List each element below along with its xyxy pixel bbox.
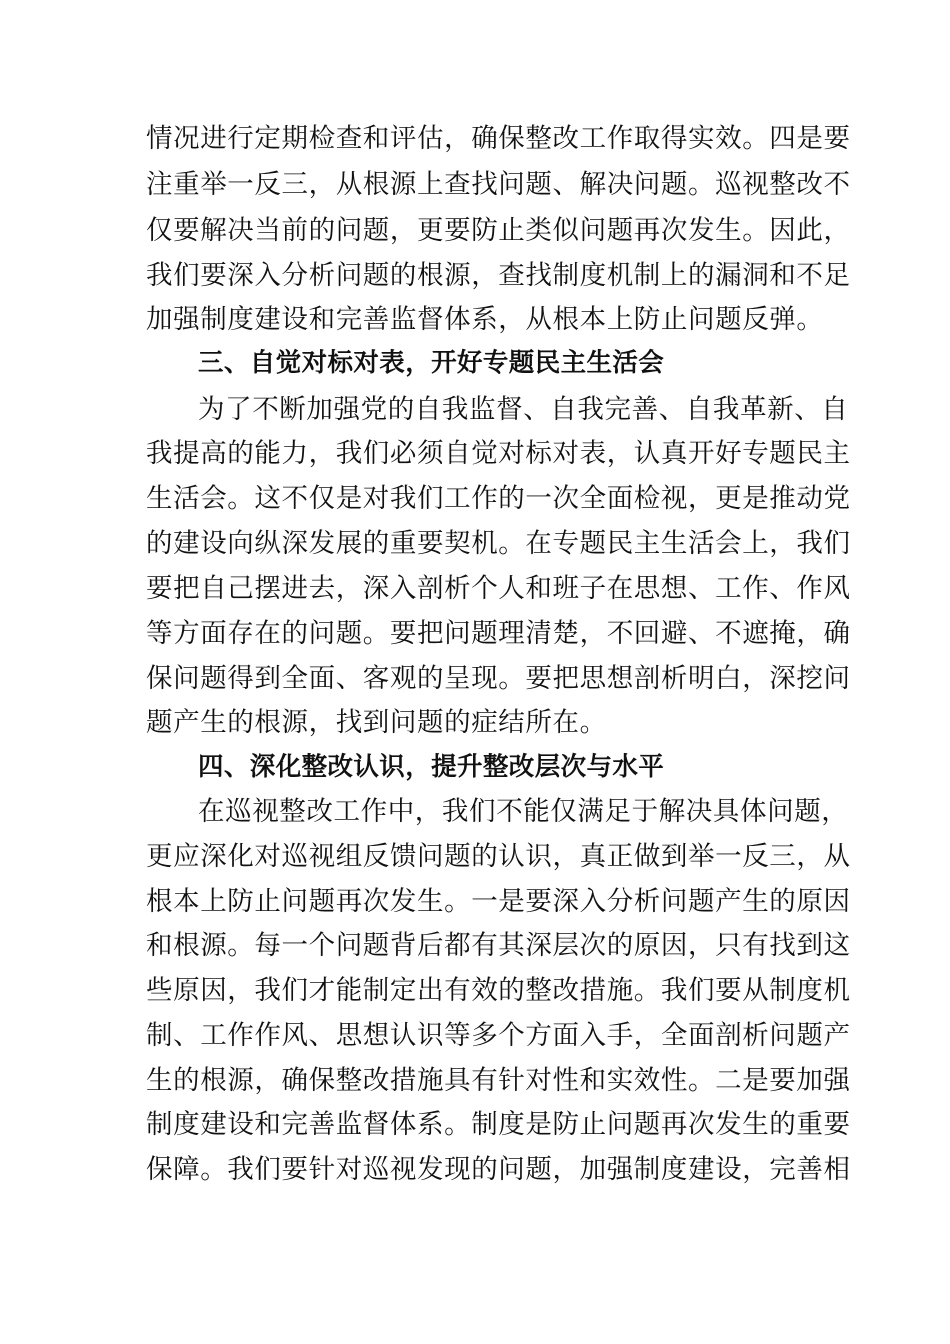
body-text-line: 保障。我们要针对巡视发现的问题，加强制度建设，完善相 (146, 1154, 851, 1185)
body-text-line: 题产生的根源，找到问题的症结所在。 (146, 707, 607, 738)
body-text-line: 我们要深入分析问题的根源，查找制度机制上的漏洞和不足 (146, 260, 851, 291)
body-text-line: 的建设向纵深发展的重要契机。在专题民主生活会上，我们 (146, 528, 851, 559)
body-text-line: 我提高的能力，我们必须自觉对标对表，认真开好专题民主 (146, 438, 851, 469)
body-text-line: 生活会。这不仅是对我们工作的一次全面检视，更是推动党 (146, 483, 851, 514)
body-text-line: 情况进行定期检查和评估，确保整改工作取得实效。四是要 (146, 123, 851, 154)
body-text-line: 保问题得到全面、客观的呈现。要把思想剖析明白，深挖问 (146, 663, 851, 694)
body-text-line: 制度建设和完善监督体系。制度是防止问题再次发生的重要 (146, 1109, 851, 1140)
body-text-line: 些原因，我们才能制定出有效的整改措施。我们要从制度机 (146, 975, 851, 1006)
body-text-line: 仅要解决当前的问题，更要防止类似问题再次发生。因此， (146, 215, 851, 246)
body-text-line: 生的根源，确保整改措施具有针对性和实效性。二是要加强 (146, 1065, 851, 1096)
body-text-line: 等方面存在的问题。要把问题理清楚，不回避、不遮掩，确 (146, 618, 851, 649)
body-text-line: 制、工作作风、思想认识等多个方面入手，全面剖析问题产 (146, 1020, 851, 1051)
paragraph-first-line: 为了不断加强党的自我监督、自我完善、自我革新、自 (198, 394, 849, 425)
body-text-line: 更应深化对巡视组反馈问题的认识，真正做到举一反三，从 (146, 841, 851, 872)
body-text-line: 根本上防止问题再次发生。一是要深入分析问题产生的原因 (146, 886, 851, 917)
section-heading: 四、深化整改认识，提升整改层次与水平 (198, 752, 665, 782)
section-heading: 三、自觉对标对表，开好专题民主生活会 (198, 348, 665, 378)
body-text-line: 和根源。每一个问题背后都有其深层次的原因，只有找到这 (146, 930, 851, 961)
body-text-line: 加强制度建设和完善监督体系，从根本上防止问题反弹。 (146, 304, 824, 335)
body-text-line: 注重举一反三，从根源上查找问题、解决问题。巡视整改不 (146, 169, 851, 200)
body-text-line: 要把自己摆进去，深入剖析个人和班子在思想、工作、作风 (146, 573, 851, 604)
paragraph-first-line: 在巡视整改工作中，我们不能仅满足于解决具体问题， (198, 796, 849, 827)
